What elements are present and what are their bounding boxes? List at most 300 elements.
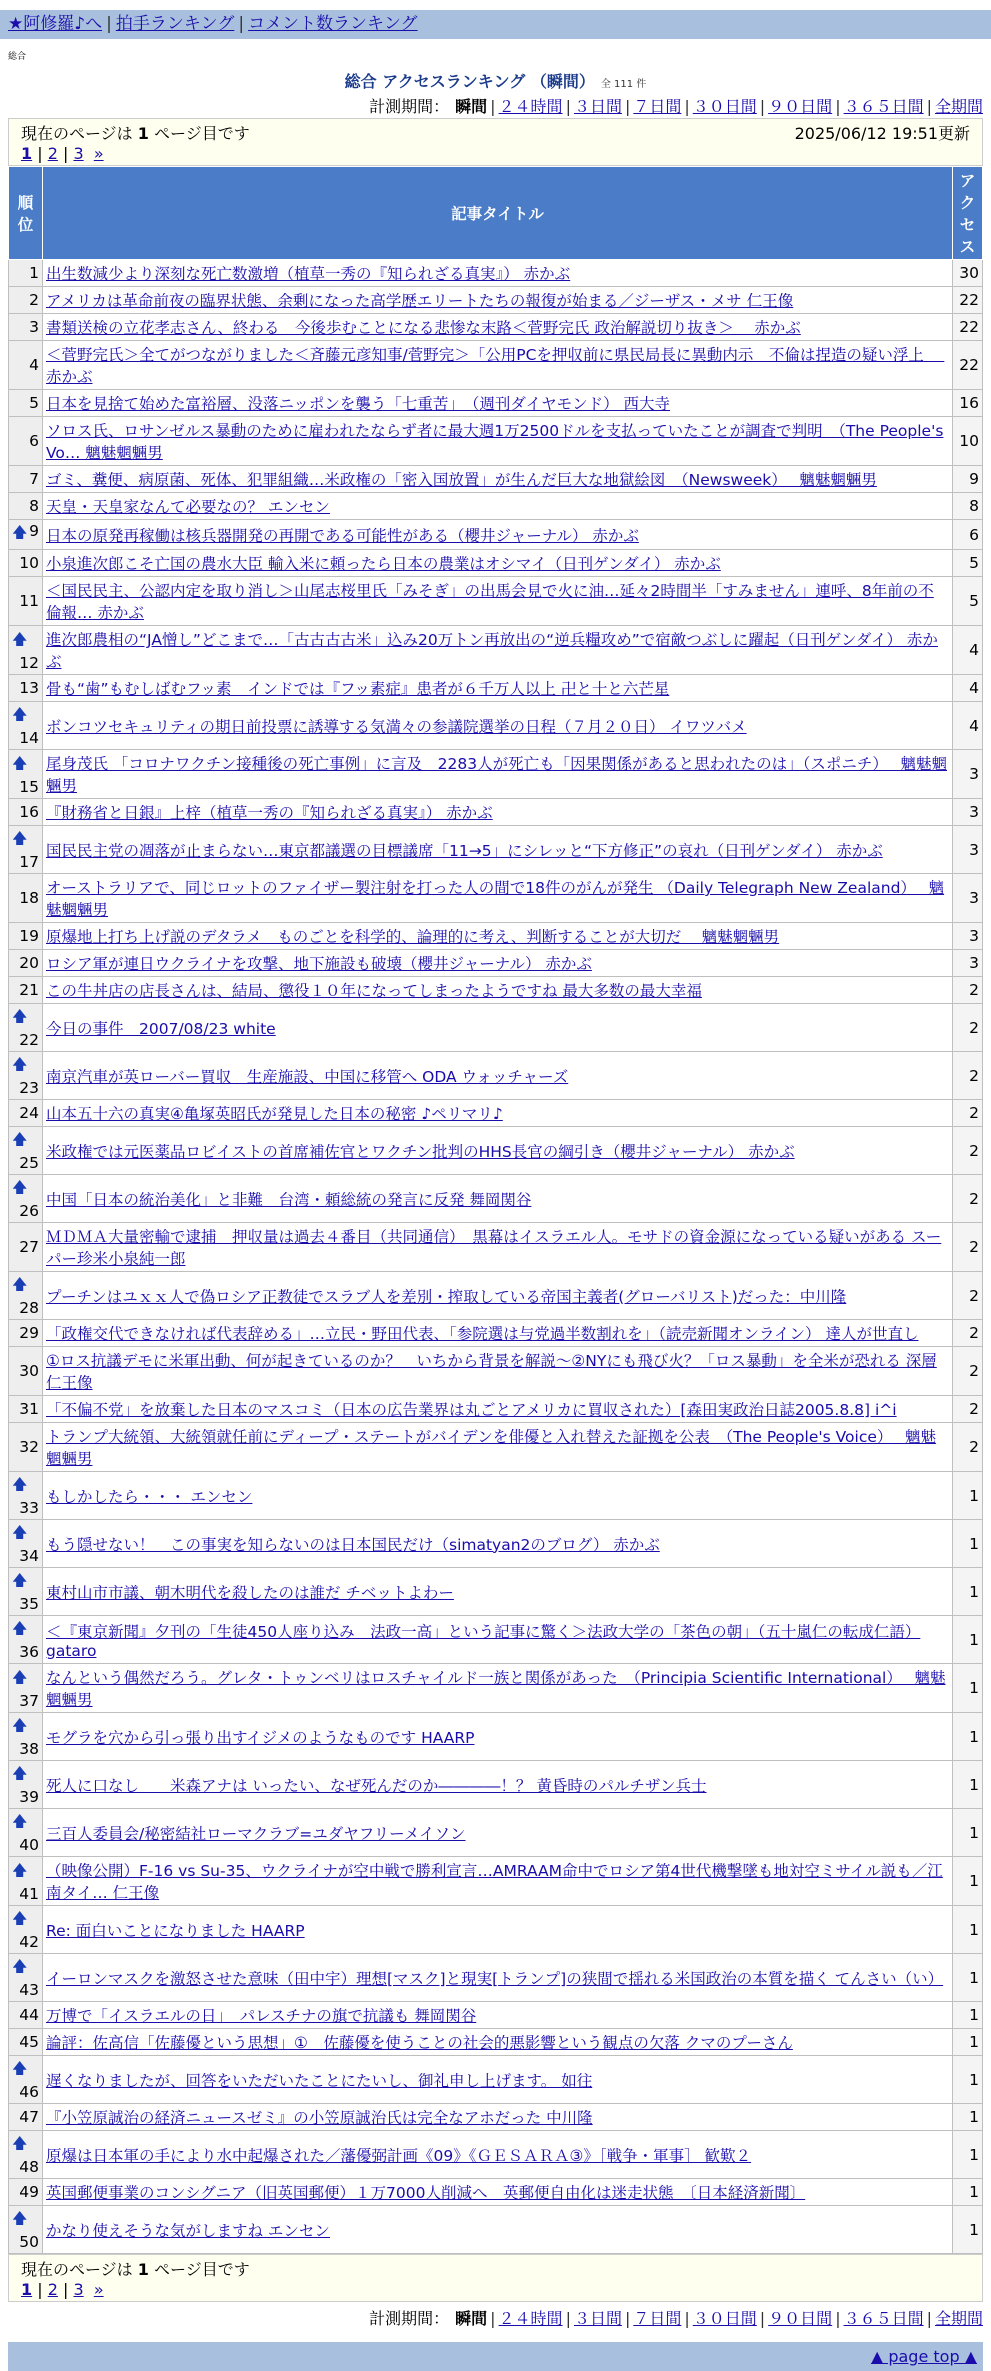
rank-number: 7 <box>29 470 39 488</box>
rank-number: 26 <box>19 1202 39 1220</box>
rank-up-arrow-icon: 🡅 <box>12 1571 28 1589</box>
article-link[interactable]: ＜国民民主、公認内定を取り消し＞山尾志桜里氏「みそぎ」の出馬会見で火に油…延々2時間半「すみません」連呼、8年前の不倫報… 赤かぶ <box>46 582 934 622</box>
page-link-1[interactable]: 1 <box>21 2280 33 2299</box>
rank-number: 4 <box>29 356 39 374</box>
page-link-3[interactable]: 3 <box>73 144 84 163</box>
table-row <box>9 1127 983 1175</box>
pager-bottom: 現在のページは 1 ページ目です 1 | 2 | 3 » <box>8 2254 983 2302</box>
rank-cell <box>9 390 43 417</box>
rank-cell <box>9 1004 43 1052</box>
table-row <box>9 287 983 314</box>
current-page-text: 現在のページは 1 ページ目です <box>21 124 250 143</box>
title-cell <box>43 577 953 626</box>
access-count: 1 <box>953 1664 983 1713</box>
access-count: 2 <box>953 1347 983 1396</box>
title-cell <box>43 2056 953 2104</box>
rank-cell <box>9 1272 43 1320</box>
title-cell <box>43 341 953 390</box>
access-count: 2 <box>953 1272 983 1320</box>
period-selector-bottom: 計測期間： 瞬間 | ２４時間 | ３日間 | ７日間 | ３０日間 | ９０日間 | ３６５日間 | 全期間 <box>369 2309 983 2328</box>
rank-up-arrow-icon: 🡅 <box>12 1523 28 1541</box>
table-row <box>9 1568 983 1616</box>
rank-number: 32 <box>19 1438 39 1456</box>
item-count: 全 111 件 <box>600 79 647 90</box>
article-link[interactable]: ＭＤＭＡ大量密輸で逮捕 押収量は過去４番目（共同通信） 黒幕はイスラエル人。モサドの資金源になっている疑いがある スーパー珍米小泉純一郎 <box>46 1228 942 1268</box>
title-cell <box>43 2002 953 2029</box>
article-link[interactable]: トランプ大統領、大統領就任前にディープ・ステートがバイデンを俳優と入れ替えた証拠を公表 （The People's Voice） 魑魅魍魎男 <box>46 1428 937 1468</box>
period-30d[interactable]: ３０日間 <box>692 2309 757 2328</box>
article-link[interactable]: 山本五十六の真実④亀塚英昭氏が発見した日本の秘密 ♪ペリマリ♪ <box>46 1105 503 1123</box>
title-cell <box>43 750 953 799</box>
rank-cell <box>9 1100 43 1127</box>
access-count: 3 <box>953 750 983 799</box>
header-rank: 順位 <box>9 167 43 260</box>
article-link[interactable]: ソロス氏、ロサンゼルス暴動のために雇われたならず者に最大週1万2500ドルを支払っていたことが調査で判明 （The People's Vo… 魑魅魍魎男 <box>46 422 944 462</box>
article-link[interactable]: 「政権交代できなければ代表辞める」…立民・野田代表、「参院選は与党過半数割れを」（読売新聞オンライン） 達人が世直し <box>46 1325 919 1343</box>
table-row <box>9 1809 983 1857</box>
title-cell <box>43 1100 953 1127</box>
table-row <box>9 260 983 287</box>
table-row <box>9 1396 983 1423</box>
table-row <box>9 1857 983 1906</box>
page-link-2[interactable]: 2 <box>47 2280 58 2299</box>
rank-cell <box>9 1472 43 1520</box>
article-link[interactable]: 日本の原発再稼働は核兵器開発の再開である可能性がある（櫻井ジャーナル） 赤かぶ <box>46 526 639 545</box>
period-3d[interactable]: ３日間 <box>573 97 622 116</box>
title-cell <box>43 1809 953 1857</box>
rank-up-arrow-icon: 🡅 <box>12 629 28 648</box>
title-cell <box>43 675 953 702</box>
page-title-text: 総合 アクセスランキング （瞬間） <box>344 72 595 91</box>
table-row <box>9 2056 983 2104</box>
access-count: 2 <box>953 977 983 1004</box>
rank-number: 37 <box>19 1691 39 1710</box>
table-row <box>9 874 983 923</box>
rank-number: 2 <box>29 291 39 309</box>
rank-cell <box>9 1857 43 1906</box>
ranking-table <box>8 166 983 2254</box>
rank-cell <box>9 799 43 826</box>
table-row <box>9 923 983 950</box>
title-cell <box>43 1052 953 1100</box>
rank-cell <box>9 1320 43 1347</box>
access-count: 1 <box>953 1954 983 2002</box>
comment-ranking-link[interactable]: コメント数ランキング <box>248 14 418 34</box>
rank-number: 31 <box>19 1400 39 1418</box>
article-link[interactable]: 天皇・天皇家なんて必要なの？ エンセン <box>46 498 330 516</box>
article-link[interactable]: 三百人委員会/秘密結社ローマクラブ=ユダヤフリーメイソン <box>46 1824 466 1843</box>
rank-number: 46 <box>19 2083 39 2101</box>
access-count: 1 <box>953 1616 983 1664</box>
title-cell <box>43 2104 953 2131</box>
article-link[interactable]: 南京汽車が英ローバー買収 生産施設、中国に移管へ ODA ウォッチャーズ <box>46 1067 569 1086</box>
article-link[interactable]: ゴミ、糞便、病原菌、死体、犯罪組織…米政権の「密入国放置」が生んだ巨大な地獄絵図 （Newsweek） 魑魅魍魎男 <box>46 471 877 489</box>
rank-number: 9 <box>29 522 39 540</box>
rank-up-arrow-icon: 🡅 <box>12 2209 28 2227</box>
article-link[interactable]: 進次郎農相の“JA憎し”どこまで…「古古古古米」込み20万トン再放出の“逆兵糧攻め”で宿敵つぶしに躍起（日刊ゲンダイ） 赤かぶ <box>46 631 938 671</box>
period-current: 瞬間 <box>455 97 488 116</box>
article-link[interactable]: 『財務省と日銀』上梓（植草一秀の『知られざる真実』） 赤かぶ <box>46 804 493 822</box>
article-link[interactable]: 中国「日本の統治美化」と非難 台湾・頼総統の発言に反発 舞岡関谷 <box>46 1190 532 1209</box>
title-cell <box>43 923 953 950</box>
article-link[interactable]: 万博で「イスラエルの日」 パレスチナの旗で抗議も 舞岡関谷 <box>46 2007 477 2025</box>
rank-up-arrow-icon: 🡅 <box>12 1667 28 1686</box>
rank-number: 3 <box>29 318 39 336</box>
article-link[interactable]: 骨も“歯”もむしばむフッ素 インドでは『フッ素症』患者が６千万人以上 卍と十と六芒星 <box>46 680 670 698</box>
access-count: 1 <box>953 2002 983 2029</box>
title-cell <box>43 1857 953 1906</box>
rank-number: 5 <box>29 394 39 412</box>
title-cell <box>43 390 953 417</box>
rank-number: 6 <box>29 432 39 450</box>
access-count: 4 <box>953 626 983 675</box>
rank-number: 11 <box>19 592 39 610</box>
article-link[interactable]: Re: 面白いことになりました HAARP <box>46 1921 305 1940</box>
title-cell <box>43 799 953 826</box>
rank-number: 38 <box>19 1740 39 1758</box>
home-link[interactable]: ★阿修羅♪へ <box>8 14 103 34</box>
header-title: 記事タイトル <box>43 167 953 260</box>
access-count: 1 <box>953 1906 983 1954</box>
rank-cell <box>9 950 43 977</box>
access-count: 4 <box>953 675 983 702</box>
access-count: 1 <box>953 1472 983 1520</box>
bottom-bar <box>8 2342 983 2371</box>
rank-up-arrow-icon: 🡅 <box>12 1130 28 1148</box>
table-row <box>9 1272 983 1320</box>
table-row <box>9 1664 983 1713</box>
title-cell <box>43 2029 953 2056</box>
title-cell <box>43 1423 953 1472</box>
article-link[interactable]: かなり使えそうな気がしますね エンセン <box>46 2221 330 2240</box>
rank-number: 27 <box>19 1238 39 1256</box>
title-cell <box>43 977 953 1004</box>
access-count: 8 <box>953 493 983 520</box>
table-row <box>9 1100 983 1127</box>
access-count: 2 <box>953 1423 983 1472</box>
article-link[interactable]: 米政権では元医薬品ロビイストの首席補佐官とワクチン批判のHHS長官の綱引き（櫻井ジャーナル） 赤かぶ <box>46 1142 795 1161</box>
article-link[interactable]: オーストラリアで、同じロットのファイザー製注射を打った人の間で18件のがんが発生 （Daily Telegraph New Zealand） 魑魅魍魎男 <box>46 879 945 919</box>
title-cell <box>43 1664 953 1713</box>
period-90d[interactable]: ９０日間 <box>768 2309 833 2328</box>
access-count: 1 <box>953 1857 983 1906</box>
article-link[interactable]: ＜菅野完氏＞全てがつながりました＜斉藤元彦知事/菅野完＞「公用PCを押収前に県民局長に異動内示 不倫は捏造の疑い浮上 赤かぶ <box>46 346 945 386</box>
access-count: 2 <box>953 1396 983 1423</box>
rank-up-arrow-icon: 🡅 <box>12 1860 28 1879</box>
rank-cell <box>9 675 43 702</box>
rank-cell <box>9 1761 43 1809</box>
page-link-1[interactable]: 1 <box>21 144 33 163</box>
rank-cell <box>9 2131 43 2179</box>
access-count: 1 <box>953 2179 983 2206</box>
access-count: 4 <box>953 702 983 750</box>
rank-cell <box>9 577 43 626</box>
page-link-3[interactable]: 3 <box>73 2280 84 2299</box>
table-row <box>9 520 983 550</box>
period-7d[interactable]: ７日間 <box>633 2309 682 2328</box>
rank-number: 24 <box>19 1104 39 1122</box>
page-link-2[interactable]: 2 <box>47 144 58 163</box>
rank-number: 35 <box>19 1595 39 1613</box>
access-count: 6 <box>953 520 983 550</box>
rank-up-arrow-icon: 🡅 <box>12 1275 28 1293</box>
article-link[interactable]: モグラを穴から引っ張り出すイジメのようなものです HAARP <box>46 1728 475 1747</box>
rank-up-arrow-icon: 🡅 <box>12 1812 28 1830</box>
rank-cell <box>9 826 43 874</box>
article-link[interactable]: イーロンマスクを激怒させた意味（田中宇）理想[マスク]と現実[トランプ]の狭間で揺れる米国政治の本質を描く てんさい（い） <box>46 1969 944 1988</box>
table-row <box>9 750 983 799</box>
page-title <box>0 69 991 92</box>
rank-number: 40 <box>19 1836 39 1854</box>
rank-cell <box>9 1520 43 1568</box>
table-row <box>9 826 983 874</box>
next-page-link[interactable]: » <box>93 2280 104 2299</box>
rank-cell <box>9 417 43 466</box>
rank-cell <box>9 2002 43 2029</box>
period-label: 計測期間： <box>369 97 450 116</box>
rank-cell <box>9 1423 43 1472</box>
rank-number: 42 <box>19 1933 39 1951</box>
page-top-link[interactable]: ▲ page top ▲ <box>870 2347 977 2366</box>
rank-number: 13 <box>19 679 39 697</box>
article-link[interactable]: 英国郵便事業のコンシグニア（旧英国郵便）１万7000人削減へ 英郵便自由化は迷走状態 〔日本経済新聞〕 <box>46 2184 806 2202</box>
title-cell <box>43 1472 953 1520</box>
article-link[interactable]: 遅くなりましたが、回答をいただいたことにたいし、御礼申し上げます。 如往 <box>46 2071 593 2090</box>
table-row <box>9 417 983 466</box>
title-cell <box>43 520 953 550</box>
rank-number: 16 <box>19 803 39 821</box>
article-link[interactable]: ①ロス抗議デモに米軍出動、何が起きているのか？ いちから背景を解説～②NYにも飛び火？「ロス暴動」を全米が恐れる 深層 仁王像 <box>46 1352 937 1392</box>
rank-number: 29 <box>19 1324 39 1342</box>
rank-number: 50 <box>19 2233 39 2251</box>
access-count: 2 <box>953 1004 983 1052</box>
article-link[interactable]: 論評：佐高信「佐藤優という思想」① 佐藤優を使うことの社会的悪影響という観点の欠落 クマのプーさん <box>46 2034 793 2052</box>
title-cell <box>43 550 953 577</box>
rank-number: 30 <box>19 1362 39 1380</box>
access-count: 30 <box>953 260 983 287</box>
article-link[interactable]: （映像公開）F-16 vs Su-35、ウクライナが空中戦で勝利宣言…AMRAAM命中でロシア第4世代機撃墜も地対空ミサイル説も／江南タイ… 仁王像 <box>46 1862 943 1902</box>
rank-up-arrow-icon: 🡅 <box>12 1475 28 1493</box>
period-3d[interactable]: ３日間 <box>573 2309 622 2328</box>
rank-number: 28 <box>19 1299 39 1317</box>
table-row <box>9 390 983 417</box>
table-row <box>9 1472 983 1520</box>
rank-up-arrow-icon: 🡅 <box>12 1909 28 1927</box>
rank-number: 18 <box>19 889 39 907</box>
title-cell <box>43 1272 953 1320</box>
access-count: 1 <box>953 2206 983 2254</box>
rank-number: 15 <box>19 777 39 796</box>
rank-number: 39 <box>19 1788 39 1806</box>
rank-cell <box>9 1713 43 1761</box>
period-365d[interactable]: ３６５日間 <box>843 2309 924 2328</box>
access-count: 3 <box>953 950 983 977</box>
period-365d[interactable]: ３６５日間 <box>843 97 924 116</box>
article-link[interactable]: 書類送検の立花孝志さん、終わる 今後歩むことになる悲惨な末路＜菅野完氏 政治解説切り抜き＞ 赤かぶ <box>46 319 801 337</box>
article-link[interactable]: 尾身茂氏 「コロナワクチン接種後の死亡事例」に言及 2283人が死亡も「因果関係があると思われたのは」（スポニチ） 魑魅魍魎男 <box>46 755 948 795</box>
title-cell <box>43 1223 953 1272</box>
rank-number: 17 <box>19 853 39 871</box>
article-link[interactable]: プーチンはユｘｘ人で偽ロシア正教徒でスラブ人を差別・搾取している帝国主義者(グローバリスト)だった：中川隆 <box>46 1287 847 1306</box>
table-row <box>9 702 983 750</box>
table-row <box>9 1906 983 1954</box>
article-link[interactable]: 原爆は日本軍の手により水中起爆された／藩優弼計画《09》《ＧＥＳＡＲＡ③》［戦争・軍事］ 歓歎２ <box>46 2146 752 2165</box>
title-cell <box>43 2131 953 2179</box>
access-count: 9 <box>953 466 983 493</box>
title-cell <box>43 2179 953 2206</box>
table-row <box>9 1520 983 1568</box>
rank-cell <box>9 341 43 390</box>
access-count: 10 <box>953 417 983 466</box>
access-count: 3 <box>953 826 983 874</box>
table-row <box>9 1320 983 1347</box>
rank-number: 47 <box>19 2108 39 2126</box>
title-cell <box>43 702 953 750</box>
period-30d[interactable]: ３０日間 <box>692 97 757 116</box>
rank-number: 19 <box>19 927 39 945</box>
access-count: 3 <box>953 874 983 923</box>
period-7d[interactable]: ７日間 <box>633 97 682 116</box>
table-row <box>9 1423 983 1472</box>
title-cell <box>43 466 953 493</box>
category-label: 総合 <box>8 52 27 62</box>
title-cell <box>43 1954 953 2002</box>
title-cell <box>43 1004 953 1052</box>
title-cell <box>43 287 953 314</box>
rank-up-arrow-icon: 🡅 <box>12 2059 28 2077</box>
access-count: 1 <box>953 1713 983 1761</box>
rank-cell <box>9 1954 43 2002</box>
rank-cell <box>9 977 43 1004</box>
rank-cell <box>9 1568 43 1616</box>
rank-cell <box>9 1809 43 1857</box>
table-row <box>9 1616 983 1664</box>
table-row <box>9 1954 983 2002</box>
rank-number: 44 <box>19 2006 39 2024</box>
article-link[interactable]: 「不偏不党」を放棄した日本のマスコミ（日本の広告業界は丸ごとアメリカに買収された）[森田実政治日誌2005.8.8] i^i <box>46 1401 897 1419</box>
rank-up-arrow-icon: 🡅 <box>12 523 28 541</box>
access-count: 1 <box>953 2104 983 2131</box>
article-link[interactable]: ボンコツセキュリティの期日前投票に誘導する気満々の参議院選挙の日程（７月２０日） イワツバメ <box>46 717 747 736</box>
table-row <box>9 550 983 577</box>
rank-cell <box>9 260 43 287</box>
rank-number: 41 <box>19 1884 39 1903</box>
title-cell <box>43 417 953 466</box>
next-page-link[interactable]: » <box>93 144 104 163</box>
access-count: 1 <box>953 2029 983 2056</box>
updated-time: 2025/06/12 19:51更新 <box>794 124 970 143</box>
rank-cell <box>9 2056 43 2104</box>
article-link[interactable]: 日本を見捨て始めた富裕層、没落ニッポンを襲う「七重苦」 （週刊ダイヤモンド） 西大寺 <box>46 395 671 413</box>
article-link[interactable]: アメリカは革命前夜の臨界状態、余剰になった高学歴エリートたちの報復が始まる／ジーザス・メサ 仁王像 <box>46 292 794 310</box>
article-link[interactable]: なんという偶然だろう。グレタ・トゥンベリはロスチャイルド一族と関係があった （Principia Scientific International） 魑魅魍魎男 <box>46 1669 946 1709</box>
rank-number: 22 <box>19 1031 39 1049</box>
rank-cell <box>9 626 43 675</box>
article-link[interactable]: 出生数減少より深刻な死亡数激増（植草一秀の『知られざる真実』） 赤かぶ <box>46 265 571 283</box>
access-count: 3 <box>953 799 983 826</box>
table-row <box>9 2029 983 2056</box>
rank-cell <box>9 2104 43 2131</box>
article-link[interactable]: この牛丼店の店長さんは、結局、懲役１０年になってしまったようですね 最大多数の最大幸福 <box>46 982 702 1000</box>
rank-number: 33 <box>19 1499 39 1517</box>
period-90d[interactable]: ９０日間 <box>768 97 833 116</box>
access-count: 22 <box>953 314 983 341</box>
article-link[interactable]: ＜『東京新聞』夕刊の「生徒450人座り込み 法政一高」という記事に驚く＞法政大学の「茶色の朝」（五十嵐仁の転成仁語） gataro <box>46 1622 921 1660</box>
article-link[interactable]: 死人に口なし 米森アナは いったい、なぜ死んだのか――――！？ 黄昏時のパルチザン兵士 <box>46 1776 707 1795</box>
rank-number: 14 <box>19 729 39 747</box>
table-row <box>9 1761 983 1809</box>
table-row <box>9 626 983 675</box>
table-row <box>9 314 983 341</box>
article-link[interactable]: 小泉進次郎こそ亡国の農水大臣 輸入米に頼ったら日本の農業はオシマイ（日刊ゲンダイ） 赤かぶ <box>46 555 721 573</box>
article-link[interactable]: もう隠せない！ この事実を知らないのは日本国民だけ（simatyan2のブログ） 赤かぶ <box>46 1535 660 1554</box>
table-row <box>9 977 983 1004</box>
title-cell <box>43 950 953 977</box>
rank-number: 45 <box>19 2033 39 2051</box>
title-cell <box>43 1713 953 1761</box>
article-link[interactable]: 今日の事件 2007/08/23 white <box>46 1019 276 1038</box>
article-link[interactable]: 原爆地上打ち上げ説のデタラメ ものごとを科学的、論理的に考え、判断することが大切だ 魑魅魍魎男 <box>46 928 780 946</box>
table-row <box>9 1223 983 1272</box>
title-cell <box>43 314 953 341</box>
clap-ranking-link[interactable]: 拍手ランキング <box>115 14 235 34</box>
rank-up-arrow-icon: 🡅 <box>12 1716 28 1734</box>
rank-cell <box>9 493 43 520</box>
title-cell <box>43 1616 953 1664</box>
rank-number: 48 <box>19 2158 39 2176</box>
table-row <box>9 1004 983 1052</box>
access-count: 22 <box>953 341 983 390</box>
rank-cell <box>9 1664 43 1713</box>
article-link[interactable]: 『小笠原誠治の経済ニュースゼミ』の小笠原誠治氏は完全なアホだった 中川隆 <box>46 2109 593 2127</box>
period-selector-top: 計測期間： 瞬間 | ２４時間 | ３日間 | ７日間 | ３０日間 | ９０日間 | ３６５日間 | 全期間 <box>369 97 983 116</box>
rank-up-arrow-icon: 🡅 <box>12 1178 28 1196</box>
access-count: 16 <box>953 390 983 417</box>
top-nav: ★阿修羅♪へ | 拍手ランキング | コメント数ランキング <box>0 10 991 39</box>
table-row <box>9 1052 983 1100</box>
table-row <box>9 950 983 977</box>
table-row <box>9 1347 983 1396</box>
table-row <box>9 675 983 702</box>
article-link[interactable]: 東村山市市議、朝木明代を殺したのは誰だ チベットよわー <box>46 1583 454 1602</box>
rank-cell <box>9 2206 43 2254</box>
rank-cell <box>9 466 43 493</box>
article-link[interactable]: ロシア軍が連日ウクライナを攻撃、地下施設も破壊（櫻井ジャーナル） 赤かぶ <box>46 955 592 973</box>
rank-number: 49 <box>19 2183 39 2201</box>
article-link[interactable]: もしかしたら・・・ エンセン <box>46 1487 253 1506</box>
rank-cell <box>9 1127 43 1175</box>
period-24h[interactable]: ２４時間 <box>498 97 563 116</box>
period-all[interactable]: 全期間 <box>934 97 983 116</box>
rank-cell <box>9 1616 43 1664</box>
title-cell <box>43 626 953 675</box>
title-cell <box>43 826 953 874</box>
title-cell <box>43 1347 953 1396</box>
period-all[interactable]: 全期間 <box>934 2309 983 2328</box>
period-24h[interactable]: ２４時間 <box>498 2309 563 2328</box>
rank-cell <box>9 550 43 577</box>
table-row <box>9 1175 983 1223</box>
title-cell <box>43 2206 953 2254</box>
title-cell <box>43 1175 953 1223</box>
article-link[interactable]: 国民民主党の凋落が止まらない…東京都議選の目標議席「11→5」にシレッと“下方修正”の哀れ（日刊ゲンダイ） 赤かぶ <box>46 841 883 860</box>
rank-up-arrow-icon: 🡅 <box>12 1055 28 1073</box>
access-count: 1 <box>953 2056 983 2104</box>
rank-cell <box>9 1347 43 1396</box>
rank-cell <box>9 1906 43 1954</box>
table-row <box>9 2002 983 2029</box>
rank-up-arrow-icon: 🡅 <box>12 2134 28 2152</box>
